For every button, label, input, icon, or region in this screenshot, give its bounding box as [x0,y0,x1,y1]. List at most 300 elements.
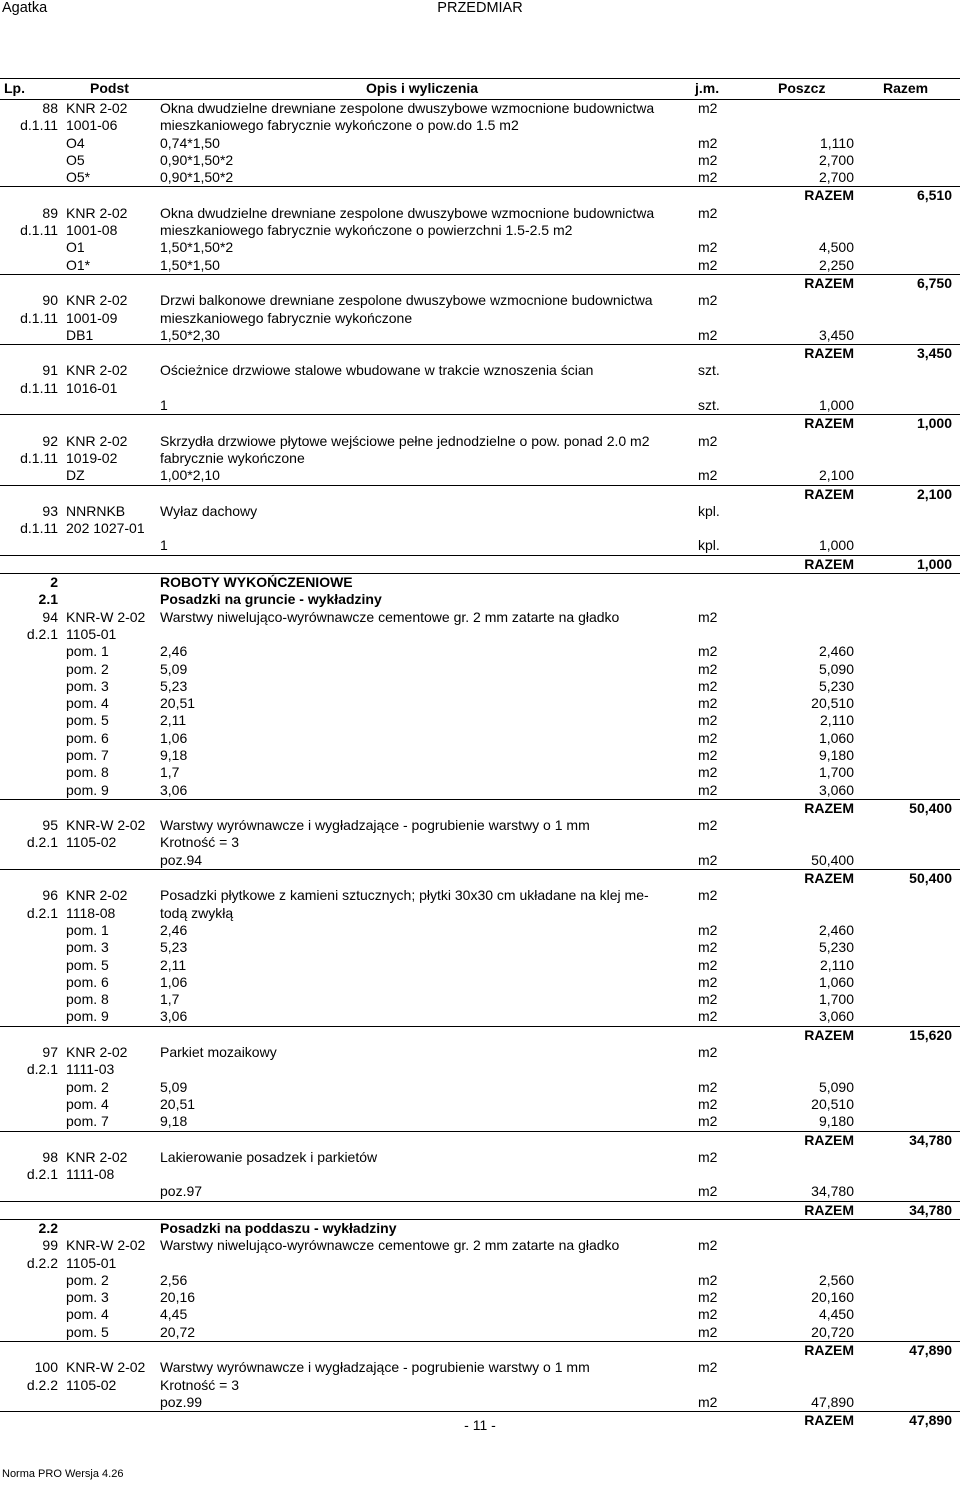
razem-row [0,1201,960,1219]
item-opis: Posadzki płytkowe z kamieni sztucznych; płytki 30x30 cm układane na klej me- [160,887,649,904]
item-podstawa: DZ [66,467,85,484]
item-jm: m2 [698,292,718,309]
razem-label: RAZEM [804,1342,854,1359]
item-opis: Warstwy niwelująco-wyrównawcze cementowe gr. 2 mm zatarte na gładko [160,608,620,625]
item-podstawa: 1105-01 [66,625,117,642]
item-lp: 88 [42,100,58,116]
item-opis: 1,06 [160,973,188,990]
item-podstawa: DB1 [66,326,94,343]
item-opis: 9,18 [160,746,188,763]
item-poszcz: 4,500 [818,239,854,256]
item-lp: 100 [34,1359,58,1376]
item-podstawa: pom. 4 [66,1095,109,1112]
item-podstawa: pom. 4 [66,1306,109,1323]
item-poszcz: 9,180 [818,1113,854,1130]
measure-row [0,1183,960,1200]
measure-row [0,922,960,939]
section-title: Posadzki na poddaszu - wykładziny [160,1220,397,1236]
item-lp: d.1.11 [20,117,58,134]
section-title: Posadzki na gruncie - wykładziny [160,591,382,608]
item-opis: Krotność = 3 [160,1376,239,1393]
measure-row [0,1272,960,1289]
item-opis: 1,50*1,50 [160,256,220,273]
item-poszcz: 3,060 [818,781,854,798]
item-opis: 2,11 [160,712,187,729]
item-opis: 1,50*1,50*2 [160,239,234,256]
item-lp: 95 [42,817,58,834]
item-opis: 20,16 [160,1289,196,1306]
item-jm: m2 [698,1359,718,1376]
item-poszcz: 34,780 [811,1183,854,1200]
measure-row [0,1113,960,1130]
razem-value: 50,400 [909,870,952,887]
item-poszcz: 9,180 [818,746,854,763]
measure-row [0,327,960,344]
item-lp: 98 [42,1148,58,1165]
item-poszcz: 1,000 [818,397,854,414]
item-podstawa: pom. 5 [66,712,109,729]
item-poszcz: 1,110 [820,134,854,151]
section-title: ROBOTY WYKOŃCZENIOWE [160,574,353,591]
item-cont-row [0,520,960,537]
col-opis: Opis i wyliczenia [366,80,479,96]
measure-row [0,1324,960,1341]
item-cont-row [0,1166,960,1183]
item-opis: 1,50*2,30 [160,326,220,343]
item-jm: szt. [698,397,720,414]
item-jm: m2 [698,1289,718,1306]
item-jm: m2 [698,1008,718,1025]
razem-value: 50,400 [909,799,952,816]
section-row [0,591,960,608]
measure-row [0,852,960,869]
item-podstawa: KNR 2-02 [66,292,128,309]
item-jm: m2 [698,746,718,763]
item-jm: m2 [698,712,718,729]
razem-value: 34,780 [909,1201,952,1218]
item-poszcz: 50,400 [811,851,854,868]
item-opis: 1,7 [160,991,180,1008]
item-poszcz: 5,090 [818,1078,854,1095]
item-podstawa: 1105-02 [66,1376,117,1393]
measure-row [0,764,960,781]
item-opis: Warstwy niwelująco-wyrównawcze cementowe gr. 2 mm zatarte na gładko [160,1237,620,1254]
item-poszcz: 3,450 [818,326,854,343]
item-row [0,205,960,222]
item-podstawa: KNR 2-02 [66,887,128,904]
item-cont-row [0,1377,960,1394]
measure-row [0,712,960,729]
item-jm: m2 [698,326,718,343]
page-header [0,0,960,24]
measure-row [0,957,960,974]
item-opis: 1,7 [160,764,180,781]
item-cont-row [0,380,960,397]
item-opis: Warstwy wyrównawcze i wygładzające - pogrubienie warstwy o 1 mm [160,1359,590,1376]
item-row [0,1237,960,1254]
item-jm: m2 [698,921,718,938]
col-razem: Razem [883,80,929,96]
item-opis: 0,74*1,50 [160,134,220,151]
item-opis: 3,06 [160,1008,188,1025]
item-opis: 5,23 [160,677,188,694]
razem-value: 1,000 [916,415,952,432]
measure-row [0,169,960,186]
item-podstawa: pom. 1 [66,921,109,938]
item-jm: kpl. [698,537,720,554]
measure-row [0,152,960,169]
measure-row [0,1008,960,1025]
item-jm: m2 [698,1113,718,1130]
razem-label: RAZEM [804,1131,854,1148]
item-lp: 93 [42,502,58,519]
item-lp: d.1.11 [20,379,58,396]
item-podstawa: 1105-02 [66,834,117,851]
item-podstawa: O4 [66,134,85,151]
item-poszcz: 2,560 [818,1271,854,1288]
item-podstawa: pom. 6 [66,729,109,746]
measure-row [0,782,960,799]
item-lp: d.1.11 [20,222,58,239]
item-poszcz: 47,890 [811,1393,854,1410]
item-poszcz: 20,510 [811,1095,854,1112]
item-lp: d.1.11 [20,520,58,537]
item-podstawa: KNR-W 2-02 [66,608,146,625]
item-row [0,1044,960,1061]
item-podstawa: O1* [66,256,91,273]
item-opis: poz.94 [160,851,203,868]
razem-value: 6,750 [916,274,952,291]
item-opis: 1 [160,537,168,554]
item-podstawa: O5 [66,151,85,168]
item-jm: m2 [698,677,718,694]
razem-label: RAZEM [804,345,854,362]
item-opis: Parkiet mozaikowy [160,1044,277,1061]
razem-value: 6,510 [916,187,952,204]
item-podstawa: KNR 2-02 [66,1148,128,1165]
measure-row [0,1394,960,1411]
item-opis: Lakierowanie posadzek i parkietów [160,1148,378,1165]
item-opis: 0,90*1,50*2 [160,151,234,168]
estimate-table [0,78,960,1430]
col-lp: Lp. [4,80,25,96]
measure-row [0,467,960,484]
item-podstawa: 1111-03 [66,1061,115,1078]
razem-row [0,344,960,362]
item-cont-row [0,222,960,239]
item-lp: 92 [42,432,58,449]
item-row [0,362,960,379]
item-jm: m2 [698,660,718,677]
item-lp: d.2.1 [26,625,58,642]
item-row [0,1359,960,1376]
item-opis: 3,06 [160,781,188,798]
item-podstawa: 1001-09 [66,309,118,326]
measure-row [0,747,960,764]
col-poszcz: Poszcz [778,80,826,96]
item-podstawa: 202 1027-01 [66,520,145,537]
razem-value: 3,450 [916,345,952,362]
item-podstawa: pom. 7 [66,746,109,763]
item-jm: m2 [698,817,718,834]
item-podstawa: 1016-01 [66,379,118,396]
item-opis: Skrzydła drzwiowe płytowe wejściowe pełne jednodzielne o pow. ponad 2.0 m2 [160,432,650,449]
item-jm: m2 [698,204,718,221]
razem-row [0,1026,960,1044]
item-lp: d.2.1 [26,834,58,851]
measure-row [0,1096,960,1113]
item-opis: 0,90*1,50*2 [160,169,234,186]
item-opis: Ościeżnice drzwiowe stalowe wbudowane w trakcie wznoszenia ścian [160,362,594,379]
item-opis: fabrycznie wykończone [160,449,305,466]
item-jm: m2 [698,1148,718,1165]
measure-row [0,730,960,747]
item-opis: 20,51 [160,695,196,712]
item-opis: 1,00*2,10 [160,467,220,484]
measure-row [0,695,960,712]
item-jm: m2 [698,134,718,151]
item-opis: 2,46 [160,921,188,938]
item-poszcz: 5,230 [818,677,854,694]
razem-row [0,274,960,292]
razem-row [0,485,960,503]
item-opis: 2,56 [160,1271,188,1288]
item-opis: 9,18 [160,1113,188,1130]
page-number: - 11 - [464,1417,496,1433]
item-opis: Drzwi balkonowe drewniane zespolone dwuszybowe wzmocnione budownictwa [160,292,653,309]
item-podstawa: pom. 3 [66,939,109,956]
col-jm: j.m. [695,80,720,96]
item-podstawa: NNRNKB [66,502,126,519]
item-lp: 94 [42,608,58,625]
item-lp: d.2.1 [26,904,58,921]
item-row [0,609,960,626]
measure-row [0,397,960,414]
item-opis: mieszkaniowego fabrycznie wykończone o pow.do 1.5 m2 [160,117,519,134]
measure-row [0,678,960,695]
item-opis: mieszkaniowego fabrycznie wykończone o powierzchni 1.5-2.5 m2 [160,222,573,239]
item-jm: m2 [698,1393,718,1410]
section-row [0,573,960,591]
item-poszcz: 20,720 [811,1323,854,1340]
item-jm: m2 [698,1323,718,1340]
item-jm: m2 [698,1271,718,1288]
item-poszcz: 3,060 [818,1008,854,1025]
item-podstawa: pom. 5 [66,956,109,973]
item-jm: m2 [698,1078,718,1095]
item-jm: m2 [698,239,718,256]
item-poszcz: 2,460 [818,643,854,660]
item-lp: d.2.1 [26,1061,58,1078]
item-jm: m2 [698,695,718,712]
item-jm: kpl. [698,502,720,519]
item-row [0,503,960,520]
item-poszcz: 5,230 [818,939,854,956]
item-opis: Warstwy wyrównawcze i wygładzające - pogrubienie warstwy o 1 mm [160,817,590,834]
razem-value: 47,890 [909,1342,952,1359]
item-row [0,887,960,904]
item-podstawa: 1001-06 [66,117,118,134]
item-cont-row [0,905,960,922]
table-body [0,100,960,1430]
item-cont-row [0,450,960,467]
razem-label: RAZEM [804,485,854,502]
item-podstawa: pom. 8 [66,991,109,1008]
item-podstawa: 1111-08 [66,1166,115,1183]
razem-value: 47,890 [909,1412,952,1429]
item-opis: 2,46 [160,643,188,660]
measure-row [0,537,960,554]
item-row [0,100,960,117]
item-podstawa: KNR 2-02 [66,1044,128,1061]
item-opis: poz.99 [160,1393,203,1410]
item-lp: d.1.11 [20,309,58,326]
item-opis: 5,09 [160,660,188,677]
item-opis: Okna dwudzielne drewniane zespolone dwuszybowe wzmocnione budownictwa [160,204,655,221]
item-podstawa: 1118-08 [66,904,116,921]
item-cont-row [0,626,960,643]
item-opis: todą zwykłą [160,904,234,921]
measure-row [0,661,960,678]
footer-software: Norma PRO Wersja 4.26 [2,1468,124,1480]
item-podstawa: pom. 5 [66,1323,109,1340]
razem-value: 15,620 [909,1026,952,1043]
razem-label: RAZEM [804,187,854,204]
item-opis: 4,45 [160,1306,188,1323]
item-podstawa: pom. 6 [66,973,109,990]
razem-row [0,1131,960,1149]
item-podstawa: pom. 2 [66,1078,109,1095]
item-podstawa: 1105-01 [66,1254,117,1271]
header-company: Agatka [2,0,48,16]
item-opis: Wyłaz dachowy [160,502,258,519]
item-jm: m2 [698,729,718,746]
item-jm: m2 [698,432,718,449]
item-podstawa: KNR-W 2-02 [66,1359,146,1376]
razem-row [0,869,960,887]
item-podstawa: pom. 2 [66,660,109,677]
razem-value: 2,100 [916,485,952,502]
item-jm: m2 [698,256,718,273]
item-jm: m2 [698,643,718,660]
razem-label: RAZEM [804,1026,854,1043]
item-cont-row [0,117,960,134]
razem-label: RAZEM [804,274,854,291]
item-jm: m2 [698,100,718,116]
item-jm: m2 [698,1095,718,1112]
razem-row [0,555,960,573]
item-lp: 91 [42,362,58,379]
col-podst: Podst [90,80,129,96]
item-podstawa: KNR-W 2-02 [66,1237,146,1254]
item-podstawa: pom. 1 [66,643,109,660]
razem-label: RAZEM [804,870,854,887]
item-poszcz: 4,450 [818,1306,854,1323]
table-header [0,78,960,100]
item-jm: m2 [698,1237,718,1254]
item-podstawa: pom. 3 [66,677,109,694]
measure-row [0,257,960,274]
section-number: 2.2 [38,1220,58,1236]
item-jm: m2 [698,939,718,956]
razem-row [0,799,960,817]
item-podstawa: pom. 3 [66,1289,109,1306]
item-podstawa: 1001-08 [66,222,118,239]
item-poszcz: 5,090 [818,660,854,677]
item-podstawa: pom. 2 [66,1271,109,1288]
item-opis: mieszkaniowego fabrycznie wykończone [160,309,413,326]
measure-row [0,643,960,660]
item-opis: poz.97 [160,1183,203,1200]
item-podstawa: pom. 8 [66,764,109,781]
item-row [0,433,960,450]
item-podstawa: KNR 2-02 [66,432,128,449]
measure-row [0,974,960,991]
item-poszcz: 2,700 [818,169,854,186]
item-lp: d.2.1 [26,1166,58,1183]
item-jm: m2 [698,467,718,484]
item-jm: m2 [698,1306,718,1323]
item-row [0,292,960,309]
item-opis: 5,09 [160,1078,188,1095]
section-row [0,1219,960,1237]
item-lp: d.1.11 [20,449,58,466]
item-cont-row [0,1061,960,1078]
section-number: 2 [50,574,58,591]
razem-label: RAZEM [804,1412,854,1429]
item-poszcz: 1,000 [818,537,854,554]
item-podstawa: O5* [66,169,91,186]
item-poszcz: 2,110 [820,956,854,973]
item-opis: 20,72 [160,1323,196,1340]
measure-row [0,239,960,256]
item-cont-row [0,834,960,851]
item-cont-row [0,1255,960,1272]
item-podstawa: O1 [66,239,85,256]
measure-row [0,1306,960,1323]
item-poszcz: 1,060 [818,729,854,746]
razem-label: RAZEM [804,799,854,816]
item-opis: Krotność = 3 [160,834,239,851]
razem-label: RAZEM [804,555,854,572]
item-podstawa: KNR 2-02 [66,204,128,221]
item-poszcz: 2,700 [818,151,854,168]
item-poszcz: 1,700 [818,764,854,781]
item-podstawa: pom. 9 [66,1008,109,1025]
item-lp: d.2.2 [26,1254,58,1271]
item-podstawa: pom. 7 [66,1113,109,1130]
item-jm: m2 [698,956,718,973]
measure-row [0,1079,960,1096]
item-opis: Okna dwudzielne drewniane zespolone dwuszybowe wzmocnione budownictwa [160,100,655,116]
item-jm: m2 [698,991,718,1008]
item-jm: m2 [698,764,718,781]
item-poszcz: 2,100 [818,467,854,484]
item-poszcz: 20,510 [811,695,854,712]
item-jm: m2 [698,1044,718,1061]
item-poszcz: 20,160 [811,1289,854,1306]
item-opis: 1 [160,397,168,414]
razem-label: RAZEM [804,1201,854,1218]
item-row [0,817,960,834]
item-jm: m2 [698,169,718,186]
item-jm: m2 [698,608,718,625]
item-opis: 5,23 [160,939,188,956]
item-row [0,1149,960,1166]
item-poszcz: 2,460 [818,921,854,938]
razem-label: RAZEM [804,415,854,432]
item-podstawa: 1019-02 [66,449,118,466]
